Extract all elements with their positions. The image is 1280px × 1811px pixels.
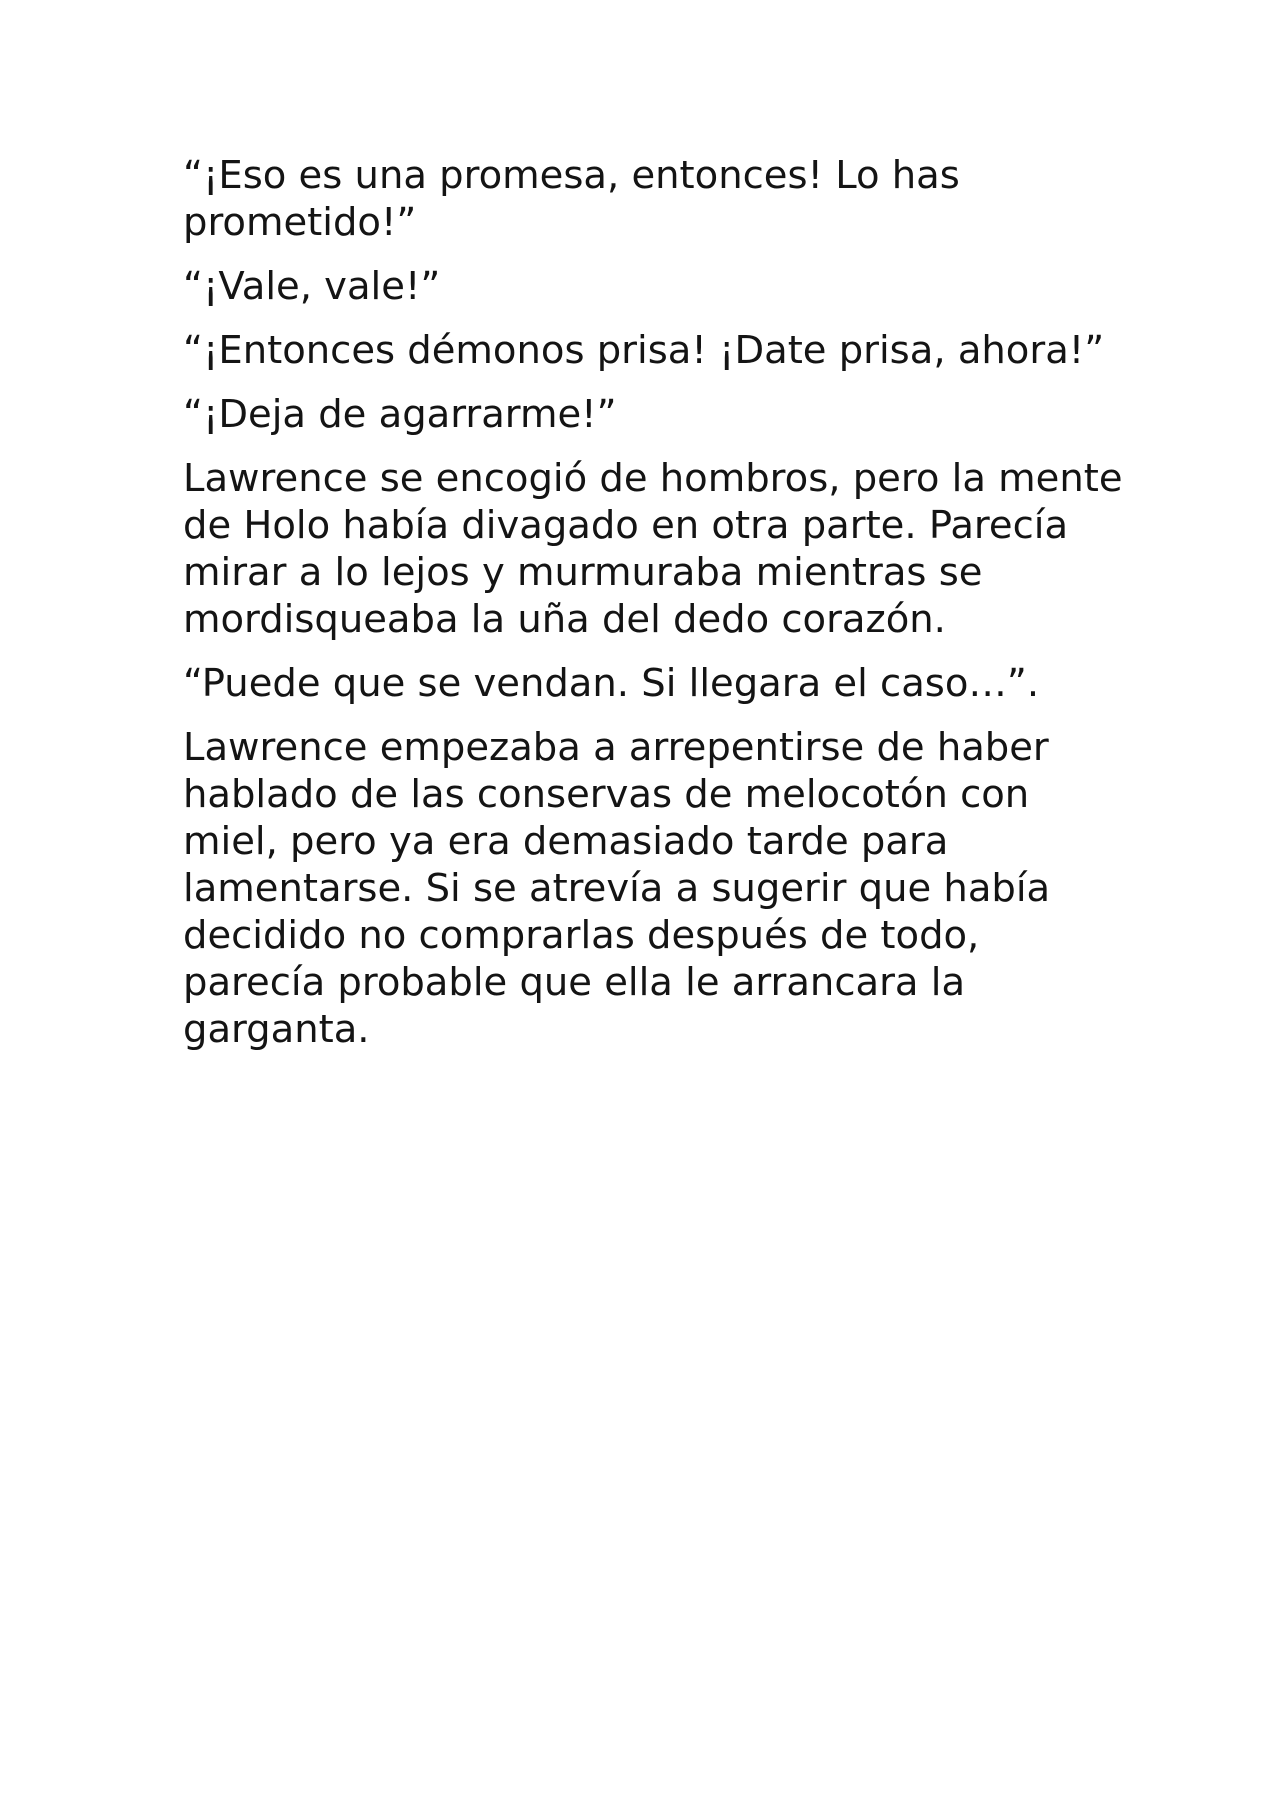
paragraph-dialogue-promise: “¡Eso es una promesa, entonces! Lo has prometido!” (183, 153, 960, 245)
paragraph-dialogue-sell: “Puede que se vendan. Si llegara el caso…”. (183, 661, 1040, 706)
paragraph-narration-shrug: Lawrence se encogió de hombros, pero la mente de Holo había divagado en otra parte. Parecía mirar a lo lejos y murmuraba mientras se mordisqueaba la uña del dedo corazón. (183, 456, 1123, 642)
paragraph-dialogue-vale: “¡Vale, vale!” (183, 264, 441, 309)
paragraph-dialogue-hurry: “¡Entonces démonos prisa! ¡Date prisa, ahora!” (183, 328, 1105, 373)
body-text (183, 152, 1123, 1070)
paragraph-narration-regret: Lawrence empezaba a arrepentirse de haber hablado de las conservas de melocotón con miel, pero ya era demasiado tarde para lamentarse. Si se atrevía a sugerir que había decidido no comprarlas después de todo, parecía probable que ella le arrancara la garganta. (183, 725, 1051, 1052)
paragraph-dialogue-let-go: “¡Deja de agarrarme!” (183, 392, 617, 437)
